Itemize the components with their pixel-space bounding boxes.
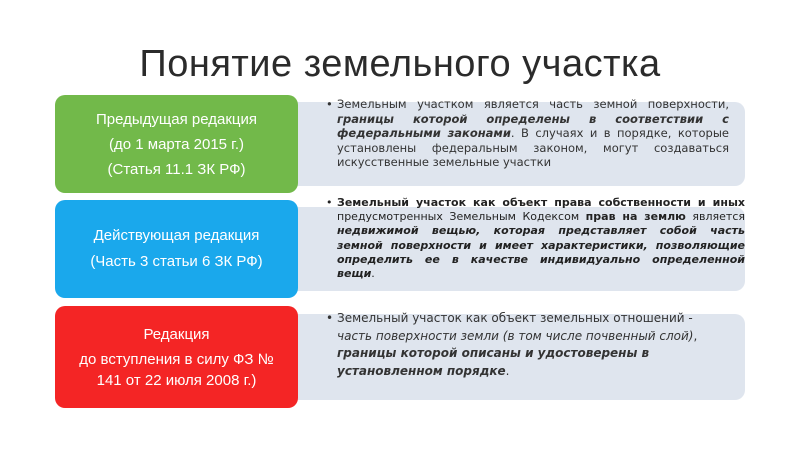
- edition-label: Редакция: [143, 325, 210, 343]
- bullet-icon: •: [326, 196, 333, 209]
- row-old-edition: [55, 306, 745, 408]
- edition-article: (Часть 3 статьи 6 ЗК РФ): [90, 253, 263, 270]
- edition-article: (Статья 11.1 ЗК РФ): [107, 160, 246, 178]
- edition-note: до вступления в силу ФЗ № 141 от 22 июля 2008 г.): [79, 350, 274, 389]
- edition-box-previous: [55, 95, 298, 193]
- edition-box-current: [55, 200, 298, 298]
- bullet-icon: •: [326, 311, 334, 325]
- definition-text: • Земельный участок как объект права собственности и иных предусмотренных Земельным Кодексом прав на землю является недвижимой вещью, которая представляет собой часть земной поверхности и имеет характеристики, позволяющие определить ее в качестве индивидуально определенной вещи.: [326, 196, 745, 281]
- edition-label: Предыдущая редакция: [95, 110, 257, 128]
- definition-text: • Земельным участком является часть земной поверхности, границы которой определены в соответствии с федеральными законами. В случаях и в порядке, которые установлены федеральным законом, могут создаваться искусственные земельные участки: [326, 97, 729, 169]
- edition-label: Действующая редакция: [93, 227, 260, 244]
- bullet-icon: •: [326, 97, 333, 111]
- row-current-edition: [55, 196, 745, 298]
- definition-text: • Земельный участок как объект земельных отношений - часть поверхности земли (в том числе почвенный слой), границы которой описаны и удостоверены в установленном порядке.: [326, 311, 698, 378]
- row-previous-edition: [55, 95, 745, 193]
- edition-date: (до 1 марта 2015 г.): [109, 135, 244, 153]
- edition-box-old: [55, 306, 298, 408]
- slide-title: Понятие земельного участка: [139, 43, 661, 85]
